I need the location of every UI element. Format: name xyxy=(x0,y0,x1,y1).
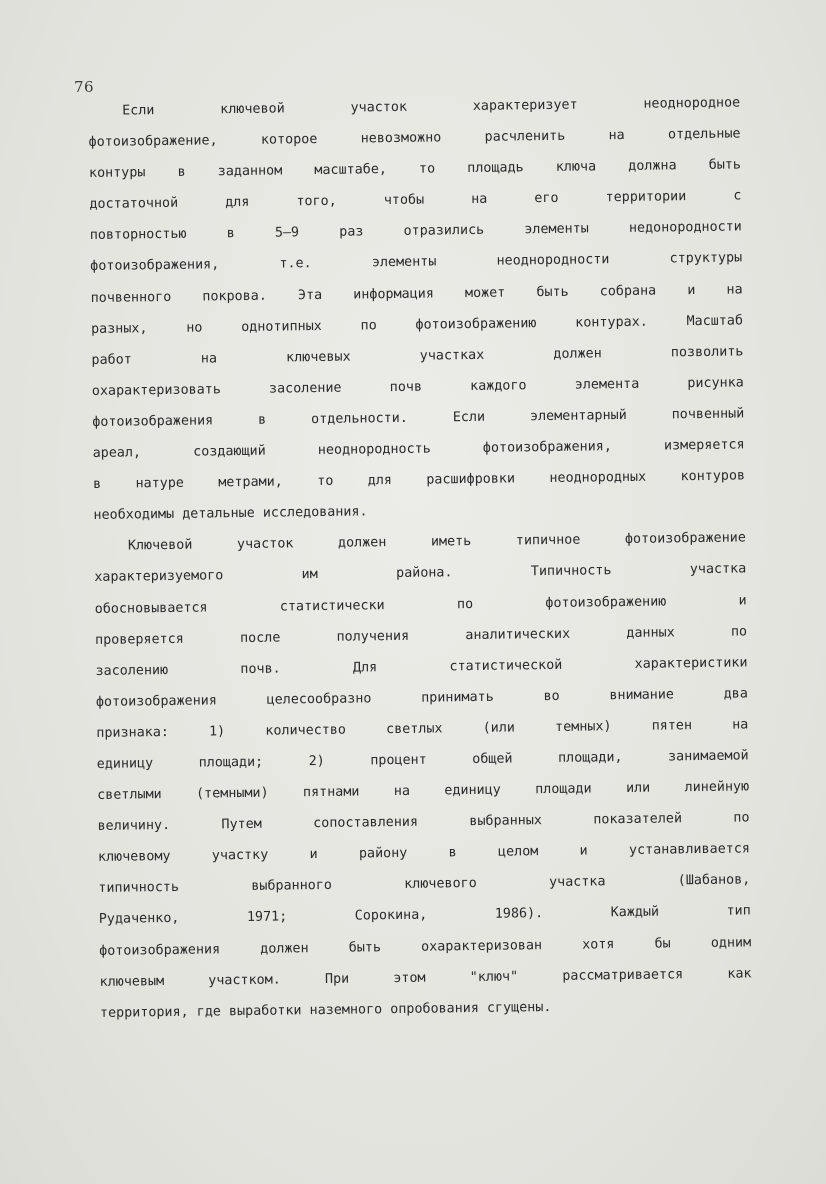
text-line: Ключевой участок должен иметь типичное фотоизображение xyxy=(127,530,746,554)
text-line: величину. Путем сопоставления выбранных показателей по xyxy=(97,810,750,835)
text-line: работ на ключевых участках должен позволить xyxy=(91,344,744,368)
text-line: типичность выбранного ключевого участка (Шабанов, xyxy=(98,872,751,897)
text-line: охарактеризовать засоление почв каждого элемента рисунка xyxy=(91,375,744,399)
text-line: необходимы детальные исследования. xyxy=(93,504,368,524)
text-line: обосновывается статистически по фотоизображению и xyxy=(94,592,747,617)
text-line: контуры в заданном масштабе, то площадь ключа должна быть xyxy=(88,157,742,182)
text-line: фотоизображения в отдельности. Если элементарный почвенный xyxy=(92,406,745,430)
text-line: в натуре метрами, то для расшифровки неоднородных контуров xyxy=(92,468,746,493)
text-line: засолению почв. Для статистической характеристики xyxy=(95,655,748,679)
text-line: проверяется после получения аналитических данных по xyxy=(95,624,748,648)
text-line: достаточной для того, чтобы на его территории с xyxy=(89,188,742,213)
text-line: фотоизображения целесообразно принимать во внимание два xyxy=(95,686,748,710)
body-text xyxy=(88,87,752,1028)
page-number: 76 xyxy=(74,78,95,96)
text-line: фотоизображение, которое невозможно расчленить на отдельные xyxy=(88,126,741,151)
text-line: фотоизображения, т.е. элементы неоднородности структуры xyxy=(90,250,743,275)
text-line: характеризуемого им района. Типичность участка xyxy=(94,561,747,586)
text-line: единицу площади; 2) процент общей площади, занимаемой xyxy=(96,748,749,772)
text-line: разных, но однотипных по фотоизображению контурах. Масштаб xyxy=(90,313,744,337)
text-line: Если ключевой участок характеризует неоднородное xyxy=(122,95,741,119)
text-line: светлыми (темными) пятнами на единицу площади или линейную xyxy=(97,779,750,804)
text-line: ареал, создающий неоднородность фотоизображения, измеряется xyxy=(92,437,745,461)
text-line: признака: 1) количество светлых (или темных) пятен на xyxy=(96,717,749,741)
text-line: почвенного покрова. Эта информация может быть собрана и на xyxy=(90,282,743,306)
text-line: фотоизображения должен быть охарактеризован хотя бы одним xyxy=(99,934,752,959)
paragraph-keyplot-heterogeneous xyxy=(88,87,746,531)
text-line: ключевым участком. При этом "ключ" рассматривается как xyxy=(99,966,752,990)
text-line: территория, где выработки наземного опробования сгущены. xyxy=(99,999,552,1021)
text-line: Рудаченко, 1971; Сорокина, 1986). Каждый тип xyxy=(98,903,751,928)
paragraph-keyplot-typical xyxy=(94,523,752,1029)
text-line: ключевому участку и району в целом и устанавливается xyxy=(97,841,751,866)
text-line: повторностью в 5–9 раз отразились элементы недонородности xyxy=(89,219,742,244)
